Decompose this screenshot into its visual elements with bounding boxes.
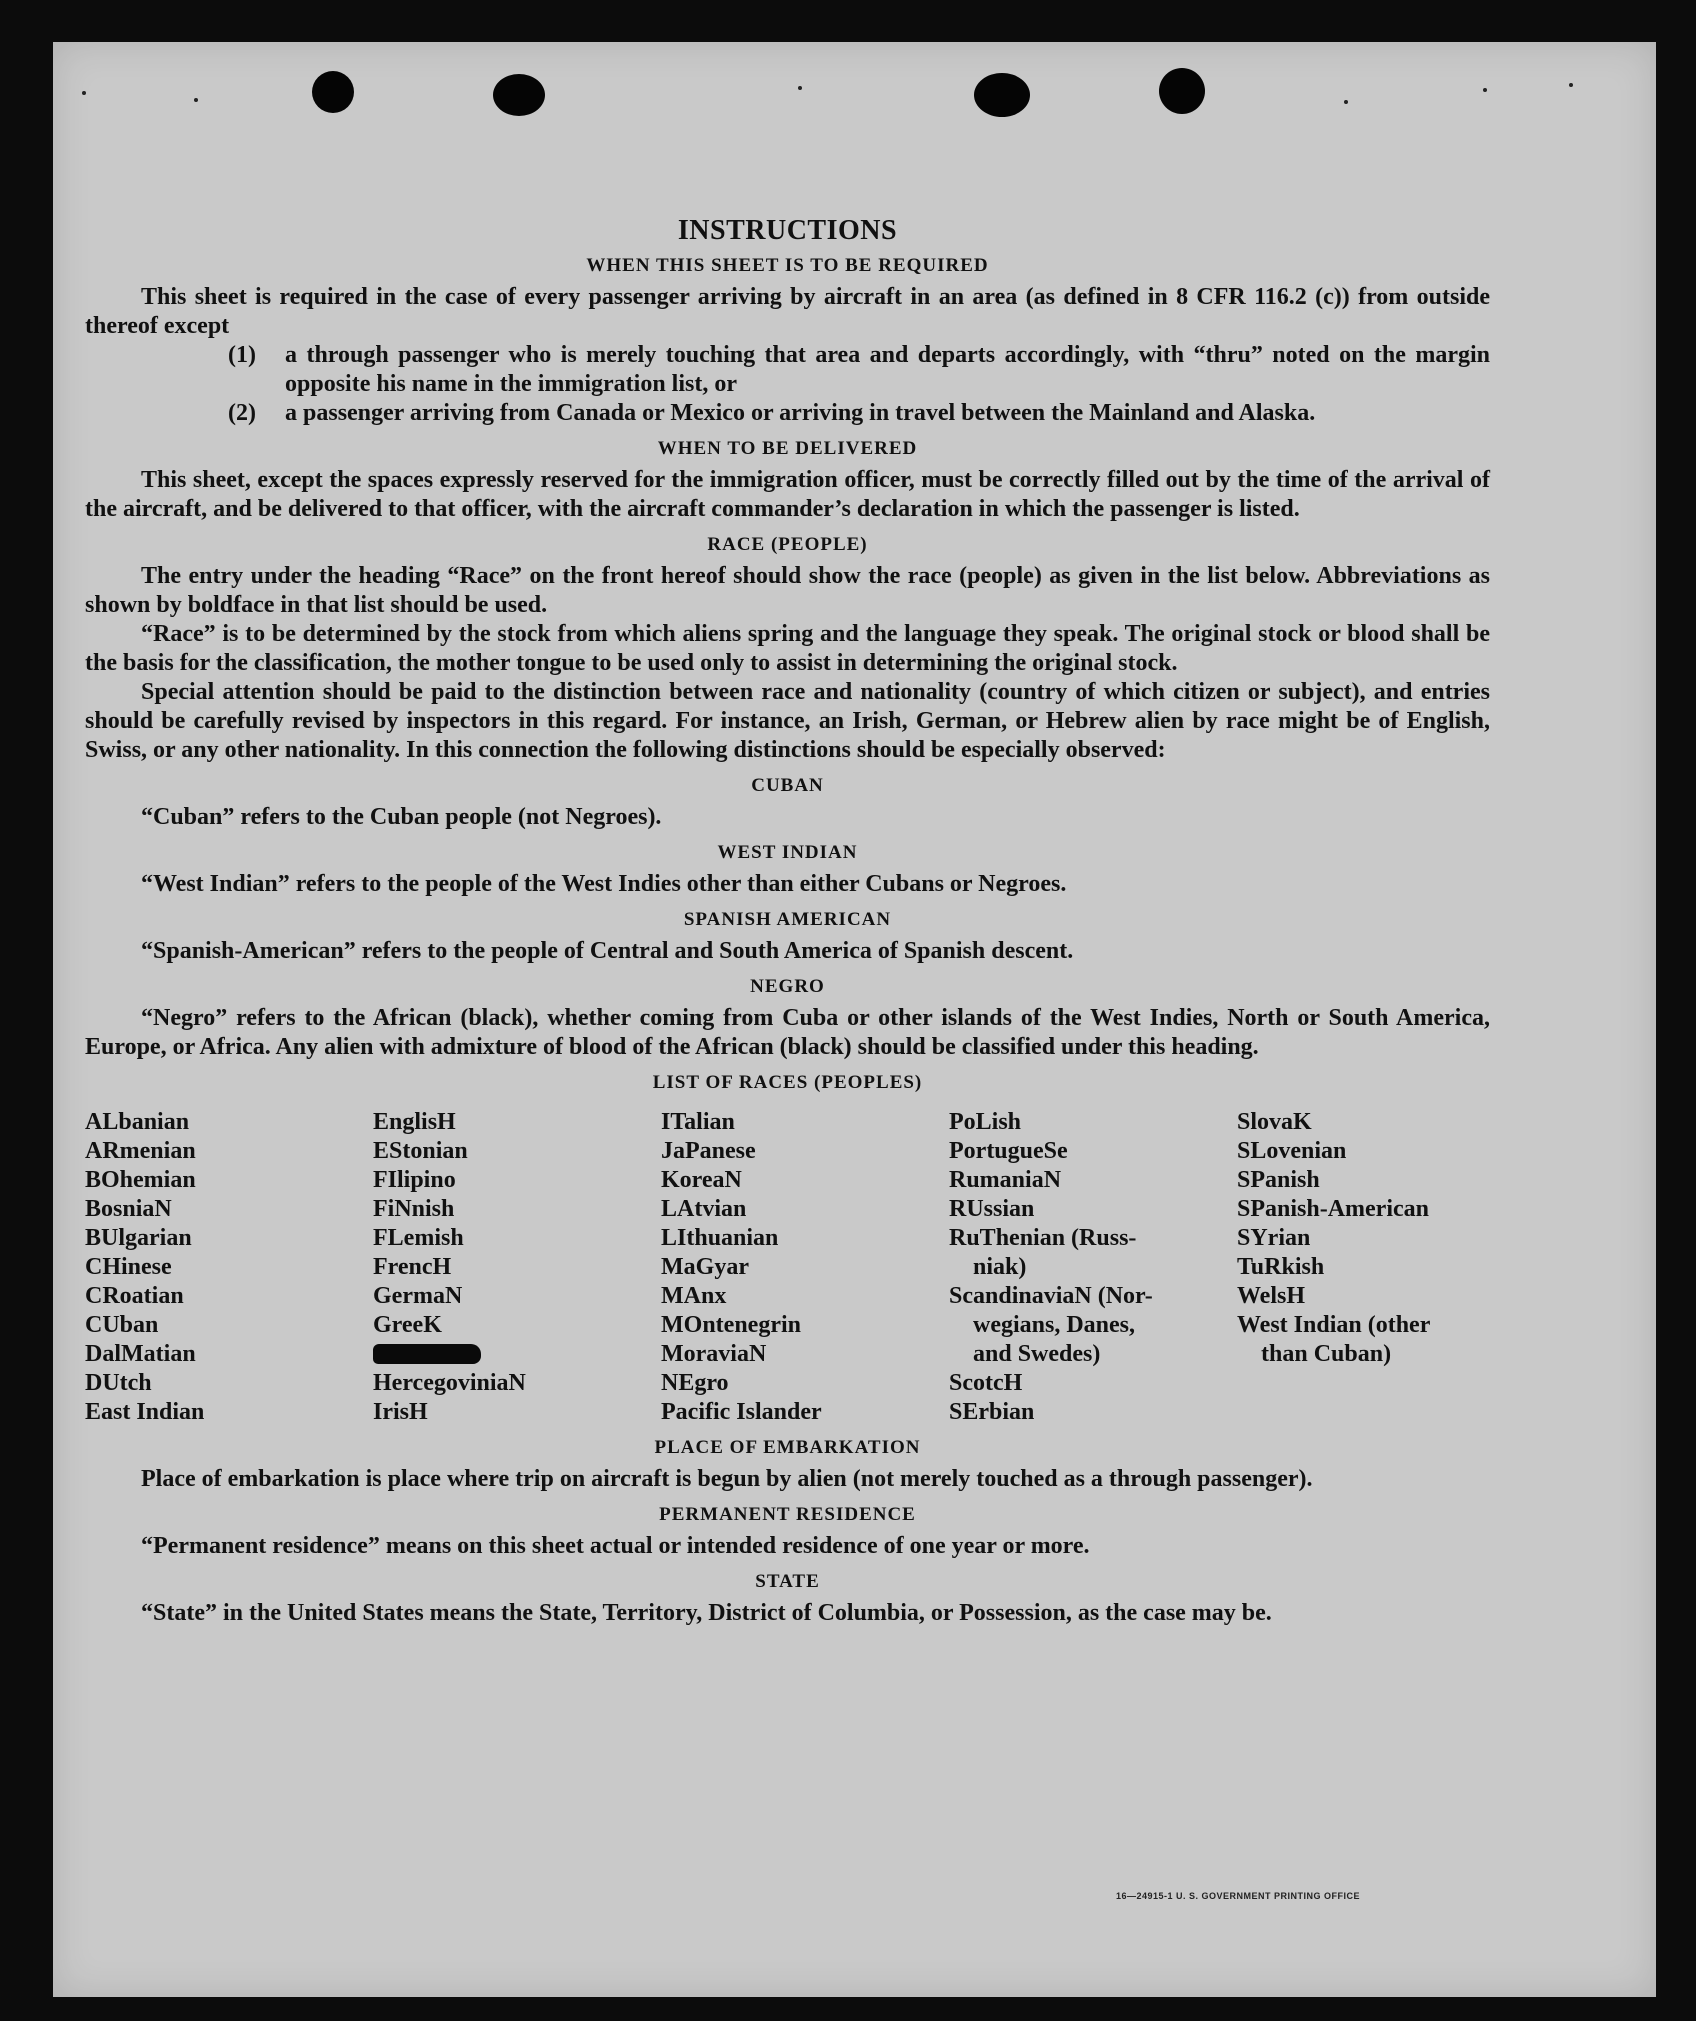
- page-title: INSTRUCTIONS: [677, 215, 898, 246]
- race-entry: BosniaN: [85, 1196, 172, 1222]
- heading-west-indian: WEST INDIAN: [717, 842, 858, 863]
- races-column-4: [949, 1108, 1237, 1427]
- race-entry-continued: niak): [973, 1254, 1027, 1280]
- race-entry: SErbian: [949, 1399, 1035, 1425]
- heading-cuban: CUBAN: [751, 775, 824, 796]
- races-column-2: [373, 1108, 661, 1427]
- heading-embarkation: PLACE OF EMBARKATION: [654, 1437, 921, 1458]
- race-entry: RUssian: [949, 1196, 1035, 1222]
- race-entry: Pacific Islander: [661, 1399, 822, 1425]
- race-entry: ScotcH: [949, 1370, 1023, 1396]
- delivered-text: This sheet, except the spaces expressly reserved for the immigration officer, must be correctly filled out by the time of the arrival of the aircraft, and be delivered to that officer, with the aircraft commander’s declaration in which the passenger is listed.: [85, 467, 1490, 522]
- races-column-5: [1237, 1108, 1497, 1427]
- race-entry: FIlipino: [373, 1167, 456, 1193]
- heading-spanish-american: SPANISH AMERICAN: [683, 909, 892, 930]
- race-entry: MOntenegrin: [661, 1312, 801, 1338]
- race-entry: JaPanese: [661, 1138, 756, 1164]
- item-number: (1): [228, 342, 256, 368]
- race-entry: LIthuanian: [661, 1225, 779, 1251]
- race-entry: CHinese: [85, 1254, 172, 1280]
- punch-hole: [312, 71, 354, 113]
- item-text: a through passenger who is merely touching that area and departs accordingly, with “thru” noted on the margin opposite his name in the immigration list, or: [285, 342, 1490, 397]
- heading-negro: NEGRO: [750, 976, 825, 997]
- races-list: [85, 1108, 1490, 1427]
- race-entry: CUban: [85, 1312, 159, 1338]
- race-entry: TuRkish: [1237, 1254, 1325, 1280]
- residence-text: “Permanent residence” means on this sheet actual or intended residence of one year or more.: [141, 1533, 1090, 1559]
- race-entry: RuThenian (Russ-: [949, 1225, 1137, 1251]
- race-entry: East Indian: [85, 1399, 205, 1425]
- race-entry: RumaniaN: [949, 1167, 1062, 1193]
- race-entry: ITalian: [661, 1109, 735, 1135]
- race-entry-continued: and Swedes): [973, 1341, 1101, 1367]
- speck: [194, 98, 198, 102]
- race-entry: SLovenian: [1237, 1138, 1347, 1164]
- exception-item: [85, 341, 1490, 399]
- race-entry: PoLish: [949, 1109, 1022, 1135]
- race-entry: FLemish: [373, 1225, 464, 1251]
- race-entry: ScandinaviaN (Nor-: [949, 1283, 1153, 1309]
- race-entry: GreeK: [373, 1312, 442, 1338]
- race-entry: EStonian: [373, 1138, 468, 1164]
- punch-hole: [974, 73, 1030, 117]
- races-column-1: [85, 1108, 373, 1427]
- race-entry: FiNnish: [373, 1196, 455, 1222]
- spanish-american-text: “Spanish-American” refers to the people of Central and South America of Spanish descent.: [141, 938, 1074, 964]
- race-entry-redacted: [373, 1340, 661, 1369]
- exception-item: [85, 399, 1490, 428]
- heading-list-of-races: LIST OF RACES (PEOPLES): [652, 1072, 923, 1093]
- race-entry: GermaN: [373, 1283, 463, 1309]
- race-entry: EnglisH: [373, 1109, 456, 1135]
- heading-when-delivered: WHEN TO BE DELIVERED: [657, 438, 918, 459]
- race-entry: MoraviaN: [661, 1341, 767, 1367]
- cuban-text: “Cuban” refers to the Cuban people (not Negroes).: [141, 804, 662, 830]
- race-entry: ALbanian: [85, 1109, 190, 1135]
- west-indian-text: “West Indian” refers to the people of the West Indies other than either Cubans or Negroes.: [141, 871, 1067, 897]
- race-entry: FrencH: [373, 1254, 452, 1280]
- printing-office-code: 16—24915-1 U. S. GOVERNMENT PRINTING OFFICE: [1116, 1891, 1361, 1901]
- punch-hole: [1159, 68, 1205, 114]
- race-entry: DalMatian: [85, 1341, 196, 1367]
- speck: [798, 86, 802, 90]
- race-entry: MAnx: [661, 1283, 727, 1309]
- races-column-3: [661, 1108, 949, 1427]
- speck: [82, 91, 86, 95]
- document-sheet: [53, 42, 1656, 1997]
- race-entry: NEgro: [661, 1370, 729, 1396]
- heading-race: RACE (PEOPLE): [707, 534, 868, 555]
- negro-text: “Negro” refers to the African (black), whether coming from Cuba or other islands of the West Indies, North or South America, Europe, or Africa. Any alien with admixture of blood of the African (black) should be classified under this heading.: [85, 1005, 1490, 1060]
- race-paragraph: Special attention should be paid to the distinction between race and nationality (country of which citizen or subject), and entries should be carefully revised by inspectors in this regard. For instance, an Irish, German, or Hebrew alien by race might be of English, Swiss, or any other nationality. In this connection the following distinctions should be especially observed:: [85, 679, 1490, 763]
- race-entry: LAtvian: [661, 1196, 747, 1222]
- heading-when-required: WHEN THIS SHEET IS TO BE REQUIRED: [586, 255, 989, 276]
- race-entry: SYrian: [1237, 1225, 1311, 1251]
- speck: [1569, 83, 1573, 87]
- heading-state: STATE: [755, 1571, 820, 1592]
- race-entry: MaGyar: [661, 1254, 749, 1280]
- race-entry: CRoatian: [85, 1283, 184, 1309]
- item-number: (2): [228, 400, 256, 426]
- race-entry: PortugueSe: [949, 1138, 1068, 1164]
- item-text: a passenger arriving from Canada or Mexico or arriving in travel between the Mainland and Alaska.: [285, 400, 1316, 426]
- state-text: “State” in the United States means the State, Territory, District of Columbia, or Possession, as the case may be.: [141, 1600, 1272, 1626]
- race-entry: IrisH: [373, 1399, 428, 1425]
- instructions-content: [85, 170, 1490, 1628]
- race-entry: SPanish-American: [1237, 1196, 1429, 1222]
- race-entry: KoreaN: [661, 1167, 742, 1193]
- required-intro: This sheet is required in the case of every passenger arriving by aircraft in an area (as defined in 8 CFR 116.2 (c)) from outside thereof except: [85, 284, 1490, 339]
- race-entry: DUtch: [85, 1370, 152, 1396]
- redaction-mark: [373, 1344, 481, 1364]
- heading-permanent-residence: PERMANENT RESIDENCE: [659, 1504, 916, 1525]
- race-entry-continued: wegians, Danes,: [973, 1312, 1136, 1338]
- embarkation-text: Place of embarkation is place where trip on aircraft is begun by alien (not merely touched as a through passenger).: [141, 1466, 1313, 1492]
- speck: [1483, 88, 1487, 92]
- race-paragraph: The entry under the heading “Race” on the front hereof should show the race (people) as given in the list below. Abbreviations as shown by boldface in that list should be used.: [85, 563, 1490, 618]
- race-entry: ARmenian: [85, 1138, 196, 1164]
- punch-hole: [493, 74, 545, 116]
- speck: [1344, 100, 1348, 104]
- race-entry: WelsH: [1237, 1283, 1306, 1309]
- race-entry: BOhemian: [85, 1167, 196, 1193]
- race-entry: SlovaK: [1237, 1109, 1312, 1135]
- race-entry-continued: than Cuban): [1261, 1341, 1392, 1367]
- race-paragraph: “Race” is to be determined by the stock from which aliens spring and the language they speak. The original stock or blood shall be the basis for the classification, the mother tongue to be used only to assist in determining the original stock.: [85, 621, 1490, 676]
- race-entry: BUlgarian: [85, 1225, 192, 1251]
- race-entry: HercegoviniaN: [373, 1370, 526, 1396]
- race-entry: West Indian (other: [1237, 1312, 1431, 1338]
- race-entry: SPanish: [1237, 1167, 1320, 1193]
